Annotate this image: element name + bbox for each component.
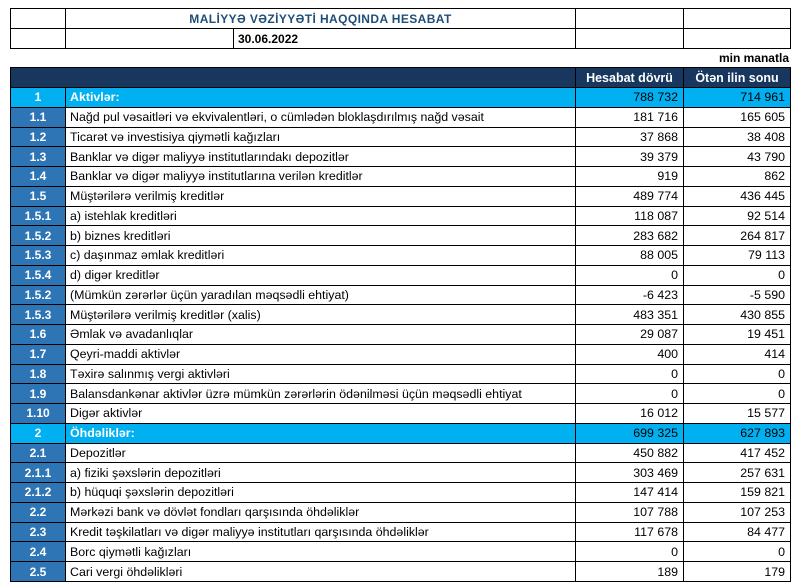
empty-cell <box>684 9 791 29</box>
table-row <box>11 404 791 424</box>
report-date: 30.06.2022 <box>234 29 576 49</box>
table-row <box>11 167 791 187</box>
table-row <box>11 206 791 226</box>
row-current-value-cell: 118 087 <box>576 206 684 226</box>
table-row <box>11 344 791 364</box>
row-number-cell: 1.5.2 <box>11 226 66 246</box>
row-previous-value-cell: 19 451 <box>684 325 791 345</box>
row-number-cell: 1.10 <box>11 404 66 424</box>
row-previous-value-cell: 179 <box>684 562 791 582</box>
row-label-cell: Depozitlər <box>66 443 576 463</box>
row-current-value-cell: 37 868 <box>576 127 684 147</box>
row-current-value-cell: 39 379 <box>576 147 684 167</box>
row-label-cell: Borc qiymətli kağızları <box>66 542 576 562</box>
title-row <box>11 9 791 29</box>
row-previous-value-cell: 264 817 <box>684 226 791 246</box>
row-previous-value-cell: 79 113 <box>684 246 791 266</box>
row-label-cell: d) digər kreditlər <box>66 265 576 285</box>
row-current-value-cell: 303 469 <box>576 463 684 483</box>
row-previous-value-cell: 257 631 <box>684 463 791 483</box>
column-header-current: Hesabat dövrü <box>576 68 684 88</box>
row-number-cell: 2.5 <box>11 562 66 582</box>
row-current-value-cell: 450 882 <box>576 443 684 463</box>
row-number-cell: 1.5 <box>11 186 66 206</box>
table-row <box>11 325 791 345</box>
table-row <box>11 127 791 147</box>
row-number-cell: 1.3 <box>11 147 66 167</box>
row-number-cell: 1.2 <box>11 127 66 147</box>
table-header <box>11 68 791 88</box>
row-number-cell: 2.1 <box>11 443 66 463</box>
row-previous-value-cell: 159 821 <box>684 483 791 503</box>
row-number-cell: 2.2 <box>11 502 66 522</box>
row-number-cell: 1.9 <box>11 384 66 404</box>
table-row <box>11 463 791 483</box>
row-previous-value-cell: 0 <box>684 364 791 384</box>
row-label-cell: Təxirə salınmış vergi aktivləri <box>66 364 576 384</box>
row-current-value-cell: 189 <box>576 562 684 582</box>
row-number-cell: 1.6 <box>11 325 66 345</box>
table-row <box>11 246 791 266</box>
table-row <box>11 364 791 384</box>
row-previous-value-cell: -5 590 <box>684 285 791 305</box>
row-label-cell: Kredit təşkilatları və digər maliyyə institutları qarşısında öhdəliklər <box>66 522 576 542</box>
row-previous-value-cell: 714 961 <box>684 88 791 108</box>
table-row <box>11 384 791 404</box>
row-label-cell: Ticarət və investisiya qiymətli kağızları <box>66 127 576 147</box>
row-label-cell: Müştərilərə verilmiş kreditlər (xalis) <box>66 305 576 325</box>
row-current-value-cell: -6 423 <box>576 285 684 305</box>
row-label-cell: a) fiziki şəxslərin depozitləri <box>66 463 576 483</box>
row-number-cell: 1.5.4 <box>11 265 66 285</box>
row-label-cell: Digər aktivlər <box>66 404 576 424</box>
table-body <box>11 88 791 582</box>
empty-cell <box>11 29 66 49</box>
row-number-cell: 1.8 <box>11 364 66 384</box>
row-previous-value-cell: 15 577 <box>684 404 791 424</box>
corner-cell <box>11 9 66 29</box>
unit-note: min manatla <box>718 51 789 65</box>
row-label-cell: Nağd pul vəsaitləri və ekvivalentləri, o cümlədən bloklaşdırılmış nağd vəsait <box>66 107 576 127</box>
row-current-value-cell: 117 678 <box>576 522 684 542</box>
table-row <box>11 502 791 522</box>
row-previous-value-cell: 436 445 <box>684 186 791 206</box>
row-number-cell: 1.1 <box>11 107 66 127</box>
table-row <box>11 305 791 325</box>
row-previous-value-cell: 38 408 <box>684 127 791 147</box>
row-current-value-cell: 88 005 <box>576 246 684 266</box>
row-previous-value-cell: 107 253 <box>684 502 791 522</box>
row-number-cell: 1.7 <box>11 344 66 364</box>
row-number-cell: 1.4 <box>11 167 66 187</box>
row-number-cell: 1.5.3 <box>11 246 66 266</box>
row-label-cell: Qeyri-maddi aktivlər <box>66 344 576 364</box>
row-previous-value-cell: 84 477 <box>684 522 791 542</box>
empty-cell <box>66 29 234 49</box>
row-label-cell: a) istehlak kreditləri <box>66 206 576 226</box>
row-label-cell: Aktivlər: <box>66 88 576 108</box>
row-label-cell: Banklar və digər maliyyə institutlarına verilən kreditlər <box>66 167 576 187</box>
table-row <box>11 285 791 305</box>
row-previous-value-cell: 417 452 <box>684 443 791 463</box>
empty-cell <box>576 29 684 49</box>
table-row <box>11 562 791 582</box>
row-previous-value-cell: 414 <box>684 344 791 364</box>
empty-cell <box>576 9 684 29</box>
row-current-value-cell: 283 682 <box>576 226 684 246</box>
table-row <box>11 107 791 127</box>
report-table <box>10 67 791 582</box>
table-row <box>11 226 791 246</box>
row-current-value-cell: 699 325 <box>576 423 684 443</box>
row-label-cell: Cari vergi öhdəlikləri <box>66 562 576 582</box>
row-number-cell: 1.5.1 <box>11 206 66 226</box>
row-current-value-cell: 788 732 <box>576 88 684 108</box>
table-row <box>11 542 791 562</box>
row-current-value-cell: 919 <box>576 167 684 187</box>
row-current-value-cell: 147 414 <box>576 483 684 503</box>
section-row <box>11 88 791 108</box>
column-header-previous: Ötən ilin sonu <box>684 68 791 88</box>
row-current-value-cell: 0 <box>576 364 684 384</box>
row-previous-value-cell: 0 <box>684 542 791 562</box>
header-spacer-cell <box>11 68 576 88</box>
row-label-cell: Banklar və digər maliyyə institutlarındakı depozitlər <box>66 147 576 167</box>
table-row <box>11 186 791 206</box>
row-label-cell: Əmlak və avadanlıqlar <box>66 325 576 345</box>
table-row <box>11 147 791 167</box>
row-previous-value-cell: 862 <box>684 167 791 187</box>
row-number-cell: 1.5.3 <box>11 305 66 325</box>
row-number-cell: 2.1.1 <box>11 463 66 483</box>
empty-cell <box>684 29 791 49</box>
row-label-cell: c) daşınmaz əmlak kreditləri <box>66 246 576 266</box>
date-row <box>11 29 791 49</box>
row-label-cell: Müştərilərə verilmiş kreditlər <box>66 186 576 206</box>
row-label-cell: Balansdankənar aktivlər üzrə mümkün zərərlərin ödənilməsi üçün məqsədli ehtiyat <box>66 384 576 404</box>
row-label-cell: (Mümkün zərərlər üçün yaradılan məqsədli ehtiyat) <box>66 285 576 305</box>
section-row <box>11 423 791 443</box>
page-title: MALİYYƏ VƏZİYYƏTİ HAQQINDA HESABAT <box>66 9 576 29</box>
row-current-value-cell: 400 <box>576 344 684 364</box>
row-number-cell: 2 <box>11 423 66 443</box>
row-number-cell: 1.5.2 <box>11 285 66 305</box>
table-row <box>11 522 791 542</box>
row-current-value-cell: 489 774 <box>576 186 684 206</box>
row-label-cell: Mərkəzi bank və dövlət fondları qarşısında öhdəliklər <box>66 502 576 522</box>
row-label-cell: b) biznes kreditləri <box>66 226 576 246</box>
header-row <box>11 68 791 88</box>
row-previous-value-cell: 165 605 <box>684 107 791 127</box>
row-label-cell: b) hüquqi şəxslərin depozitləri <box>66 483 576 503</box>
row-previous-value-cell: 43 790 <box>684 147 791 167</box>
row-current-value-cell: 29 087 <box>576 325 684 345</box>
row-current-value-cell: 483 351 <box>576 305 684 325</box>
title-grid <box>10 8 791 49</box>
row-number-cell: 2.3 <box>11 522 66 542</box>
row-current-value-cell: 0 <box>576 542 684 562</box>
table-row <box>11 265 791 285</box>
row-previous-value-cell: 92 514 <box>684 206 791 226</box>
row-number-cell: 1 <box>11 88 66 108</box>
table-row <box>11 483 791 503</box>
row-previous-value-cell: 0 <box>684 265 791 285</box>
row-current-value-cell: 16 012 <box>576 404 684 424</box>
row-current-value-cell: 0 <box>576 265 684 285</box>
row-previous-value-cell: 0 <box>684 384 791 404</box>
row-label-cell: Öhdəliklər: <box>66 423 576 443</box>
row-number-cell: 2.1.2 <box>11 483 66 503</box>
row-current-value-cell: 107 788 <box>576 502 684 522</box>
row-previous-value-cell: 430 855 <box>684 305 791 325</box>
row-current-value-cell: 0 <box>576 384 684 404</box>
row-current-value-cell: 181 716 <box>576 107 684 127</box>
row-previous-value-cell: 627 893 <box>684 423 791 443</box>
table-row <box>11 443 791 463</box>
row-number-cell: 2.4 <box>11 542 66 562</box>
